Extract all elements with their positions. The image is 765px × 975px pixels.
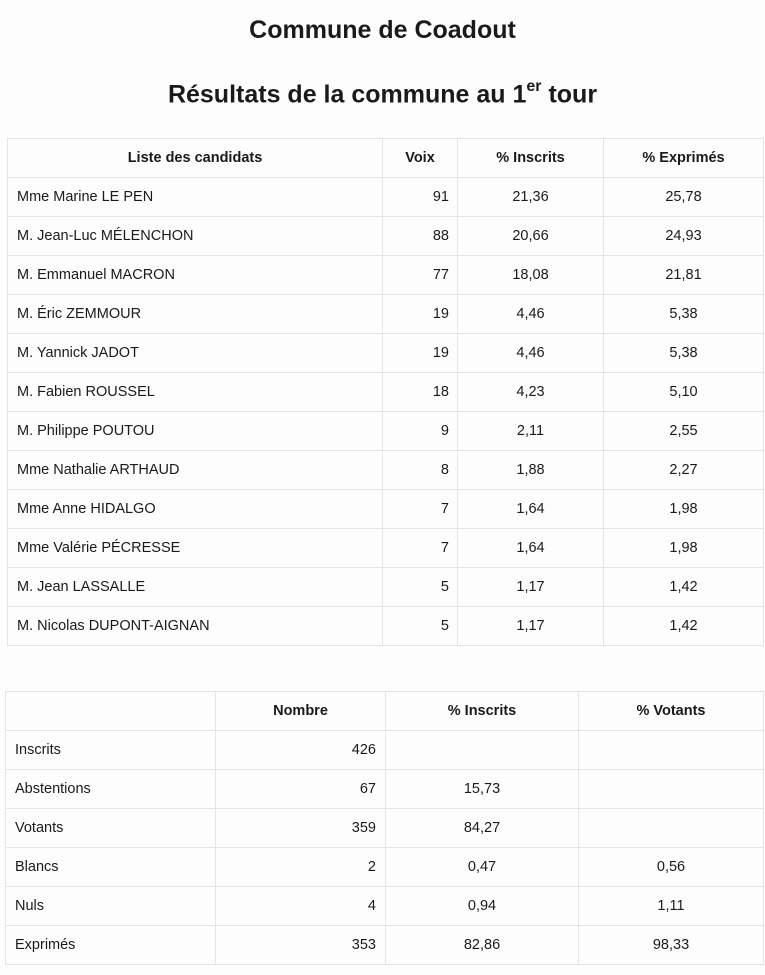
column-header-candidates: Liste des candidats <box>8 139 383 178</box>
candidate-name: M. Emmanuel MACRON <box>8 256 383 295</box>
candidate-name: M. Nicolas DUPONT-AIGNAN <box>8 607 383 646</box>
column-header-pct-votants: % Votants <box>579 692 764 731</box>
candidates-results-table <box>7 138 764 646</box>
summary-label: Abstentions <box>6 770 216 809</box>
table-row <box>8 490 764 529</box>
candidate-pct-exprimes: 21,81 <box>604 256 764 295</box>
candidate-name: Mme Anne HIDALGO <box>8 490 383 529</box>
candidate-name: Mme Marine LE PEN <box>8 178 383 217</box>
summary-pct-inscrits: 15,73 <box>386 770 579 809</box>
candidate-name: M. Éric ZEMMOUR <box>8 295 383 334</box>
table-row <box>8 178 764 217</box>
candidate-voix: 5 <box>383 607 458 646</box>
candidate-pct-exprimes: 2,27 <box>604 451 764 490</box>
table-row <box>6 770 764 809</box>
column-header-pct-inscrits: % Inscrits <box>458 139 604 178</box>
candidate-pct-inscrits: 1,64 <box>458 490 604 529</box>
column-header-pct-exprimes: % Exprimés <box>604 139 764 178</box>
candidate-pct-inscrits: 1,64 <box>458 529 604 568</box>
candidate-name: M. Philippe POUTOU <box>8 412 383 451</box>
summary-pct-inscrits <box>386 731 579 770</box>
candidate-voix: 9 <box>383 412 458 451</box>
candidate-name: Mme Nathalie ARTHAUD <box>8 451 383 490</box>
table-header-row <box>8 139 764 178</box>
summary-label: Blancs <box>6 848 216 887</box>
summary-nombre: 426 <box>216 731 386 770</box>
candidate-pct-inscrits: 1,17 <box>458 607 604 646</box>
candidate-voix: 8 <box>383 451 458 490</box>
summary-label: Inscrits <box>6 731 216 770</box>
candidate-voix: 19 <box>383 295 458 334</box>
results-heading-suffix: tour <box>541 80 598 109</box>
candidate-name: M. Jean-Luc MÉLENCHON <box>8 217 383 256</box>
candidate-pct-exprimes: 5,10 <box>604 373 764 412</box>
candidate-name: M. Fabien ROUSSEL <box>8 373 383 412</box>
candidate-voix: 19 <box>383 334 458 373</box>
table-row <box>6 926 764 965</box>
candidate-pct-exprimes: 24,93 <box>604 217 764 256</box>
summary-pct-votants: 1,11 <box>579 887 764 926</box>
column-header-empty <box>6 692 216 731</box>
candidate-voix: 18 <box>383 373 458 412</box>
candidate-pct-exprimes: 1,42 <box>604 568 764 607</box>
candidate-pct-inscrits: 2,11 <box>458 412 604 451</box>
candidate-name: M. Yannick JADOT <box>8 334 383 373</box>
table-row <box>8 529 764 568</box>
candidate-pct-exprimes: 25,78 <box>604 178 764 217</box>
candidate-pct-inscrits: 1,88 <box>458 451 604 490</box>
table-row <box>8 373 764 412</box>
summary-pct-inscrits: 82,86 <box>386 926 579 965</box>
summary-pct-votants <box>579 731 764 770</box>
results-heading-text: Résultats de la commune au 1 <box>167 80 527 109</box>
candidate-name: Mme Valérie PÉCRESSE <box>8 529 383 568</box>
candidate-pct-inscrits: 1,17 <box>458 568 604 607</box>
candidate-voix: 7 <box>383 490 458 529</box>
summary-pct-votants <box>579 770 764 809</box>
summary-nombre: 67 <box>216 770 386 809</box>
table-row <box>8 256 764 295</box>
results-heading-superscript: er <box>526 78 542 95</box>
candidate-pct-exprimes: 1,98 <box>604 529 764 568</box>
summary-pct-votants: 0,56 <box>579 848 764 887</box>
table-row <box>8 412 764 451</box>
column-header-pct-inscrits: % Inscrits <box>386 692 579 731</box>
summary-label: Exprimés <box>6 926 216 965</box>
summary-label: Votants <box>6 809 216 848</box>
candidate-pct-exprimes: 5,38 <box>604 295 764 334</box>
column-header-nombre: Nombre <box>216 692 386 731</box>
candidate-pct-inscrits: 20,66 <box>458 217 604 256</box>
summary-pct-inscrits: 84,27 <box>386 809 579 848</box>
candidate-voix: 7 <box>383 529 458 568</box>
summary-pct-votants <box>579 809 764 848</box>
column-header-voix: Voix <box>383 139 458 178</box>
candidate-pct-exprimes: 5,38 <box>604 334 764 373</box>
summary-pct-inscrits: 0,94 <box>386 887 579 926</box>
table-row <box>8 217 764 256</box>
table-row <box>8 295 764 334</box>
candidate-pct-inscrits: 18,08 <box>458 256 604 295</box>
table-row <box>6 731 764 770</box>
summary-pct-inscrits: 0,47 <box>386 848 579 887</box>
table-row <box>6 809 764 848</box>
page-title: Commune de Coadout <box>249 16 516 44</box>
candidate-pct-exprimes: 1,42 <box>604 607 764 646</box>
candidate-voix: 91 <box>383 178 458 217</box>
summary-nombre: 4 <box>216 887 386 926</box>
candidate-pct-inscrits: 4,46 <box>458 334 604 373</box>
summary-nombre: 2 <box>216 848 386 887</box>
candidate-pct-exprimes: 1,98 <box>604 490 764 529</box>
candidate-voix: 5 <box>383 568 458 607</box>
table-row <box>8 334 764 373</box>
table-header-row <box>6 692 764 731</box>
candidate-name: M. Jean LASSALLE <box>8 568 383 607</box>
table-row <box>8 568 764 607</box>
summary-nombre: 353 <box>216 926 386 965</box>
table-row <box>6 848 764 887</box>
summary-label: Nuls <box>6 887 216 926</box>
candidate-pct-inscrits: 4,23 <box>458 373 604 412</box>
candidate-voix: 77 <box>383 256 458 295</box>
candidate-pct-inscrits: 4,46 <box>458 295 604 334</box>
table-row <box>8 607 764 646</box>
candidate-pct-inscrits: 21,36 <box>458 178 604 217</box>
summary-nombre: 359 <box>216 809 386 848</box>
summary-pct-votants: 98,33 <box>579 926 764 965</box>
table-row <box>6 887 764 926</box>
participation-summary-table <box>5 691 764 965</box>
candidate-voix: 88 <box>383 217 458 256</box>
table-row <box>8 451 764 490</box>
results-heading <box>0 80 765 109</box>
candidate-pct-exprimes: 2,55 <box>604 412 764 451</box>
